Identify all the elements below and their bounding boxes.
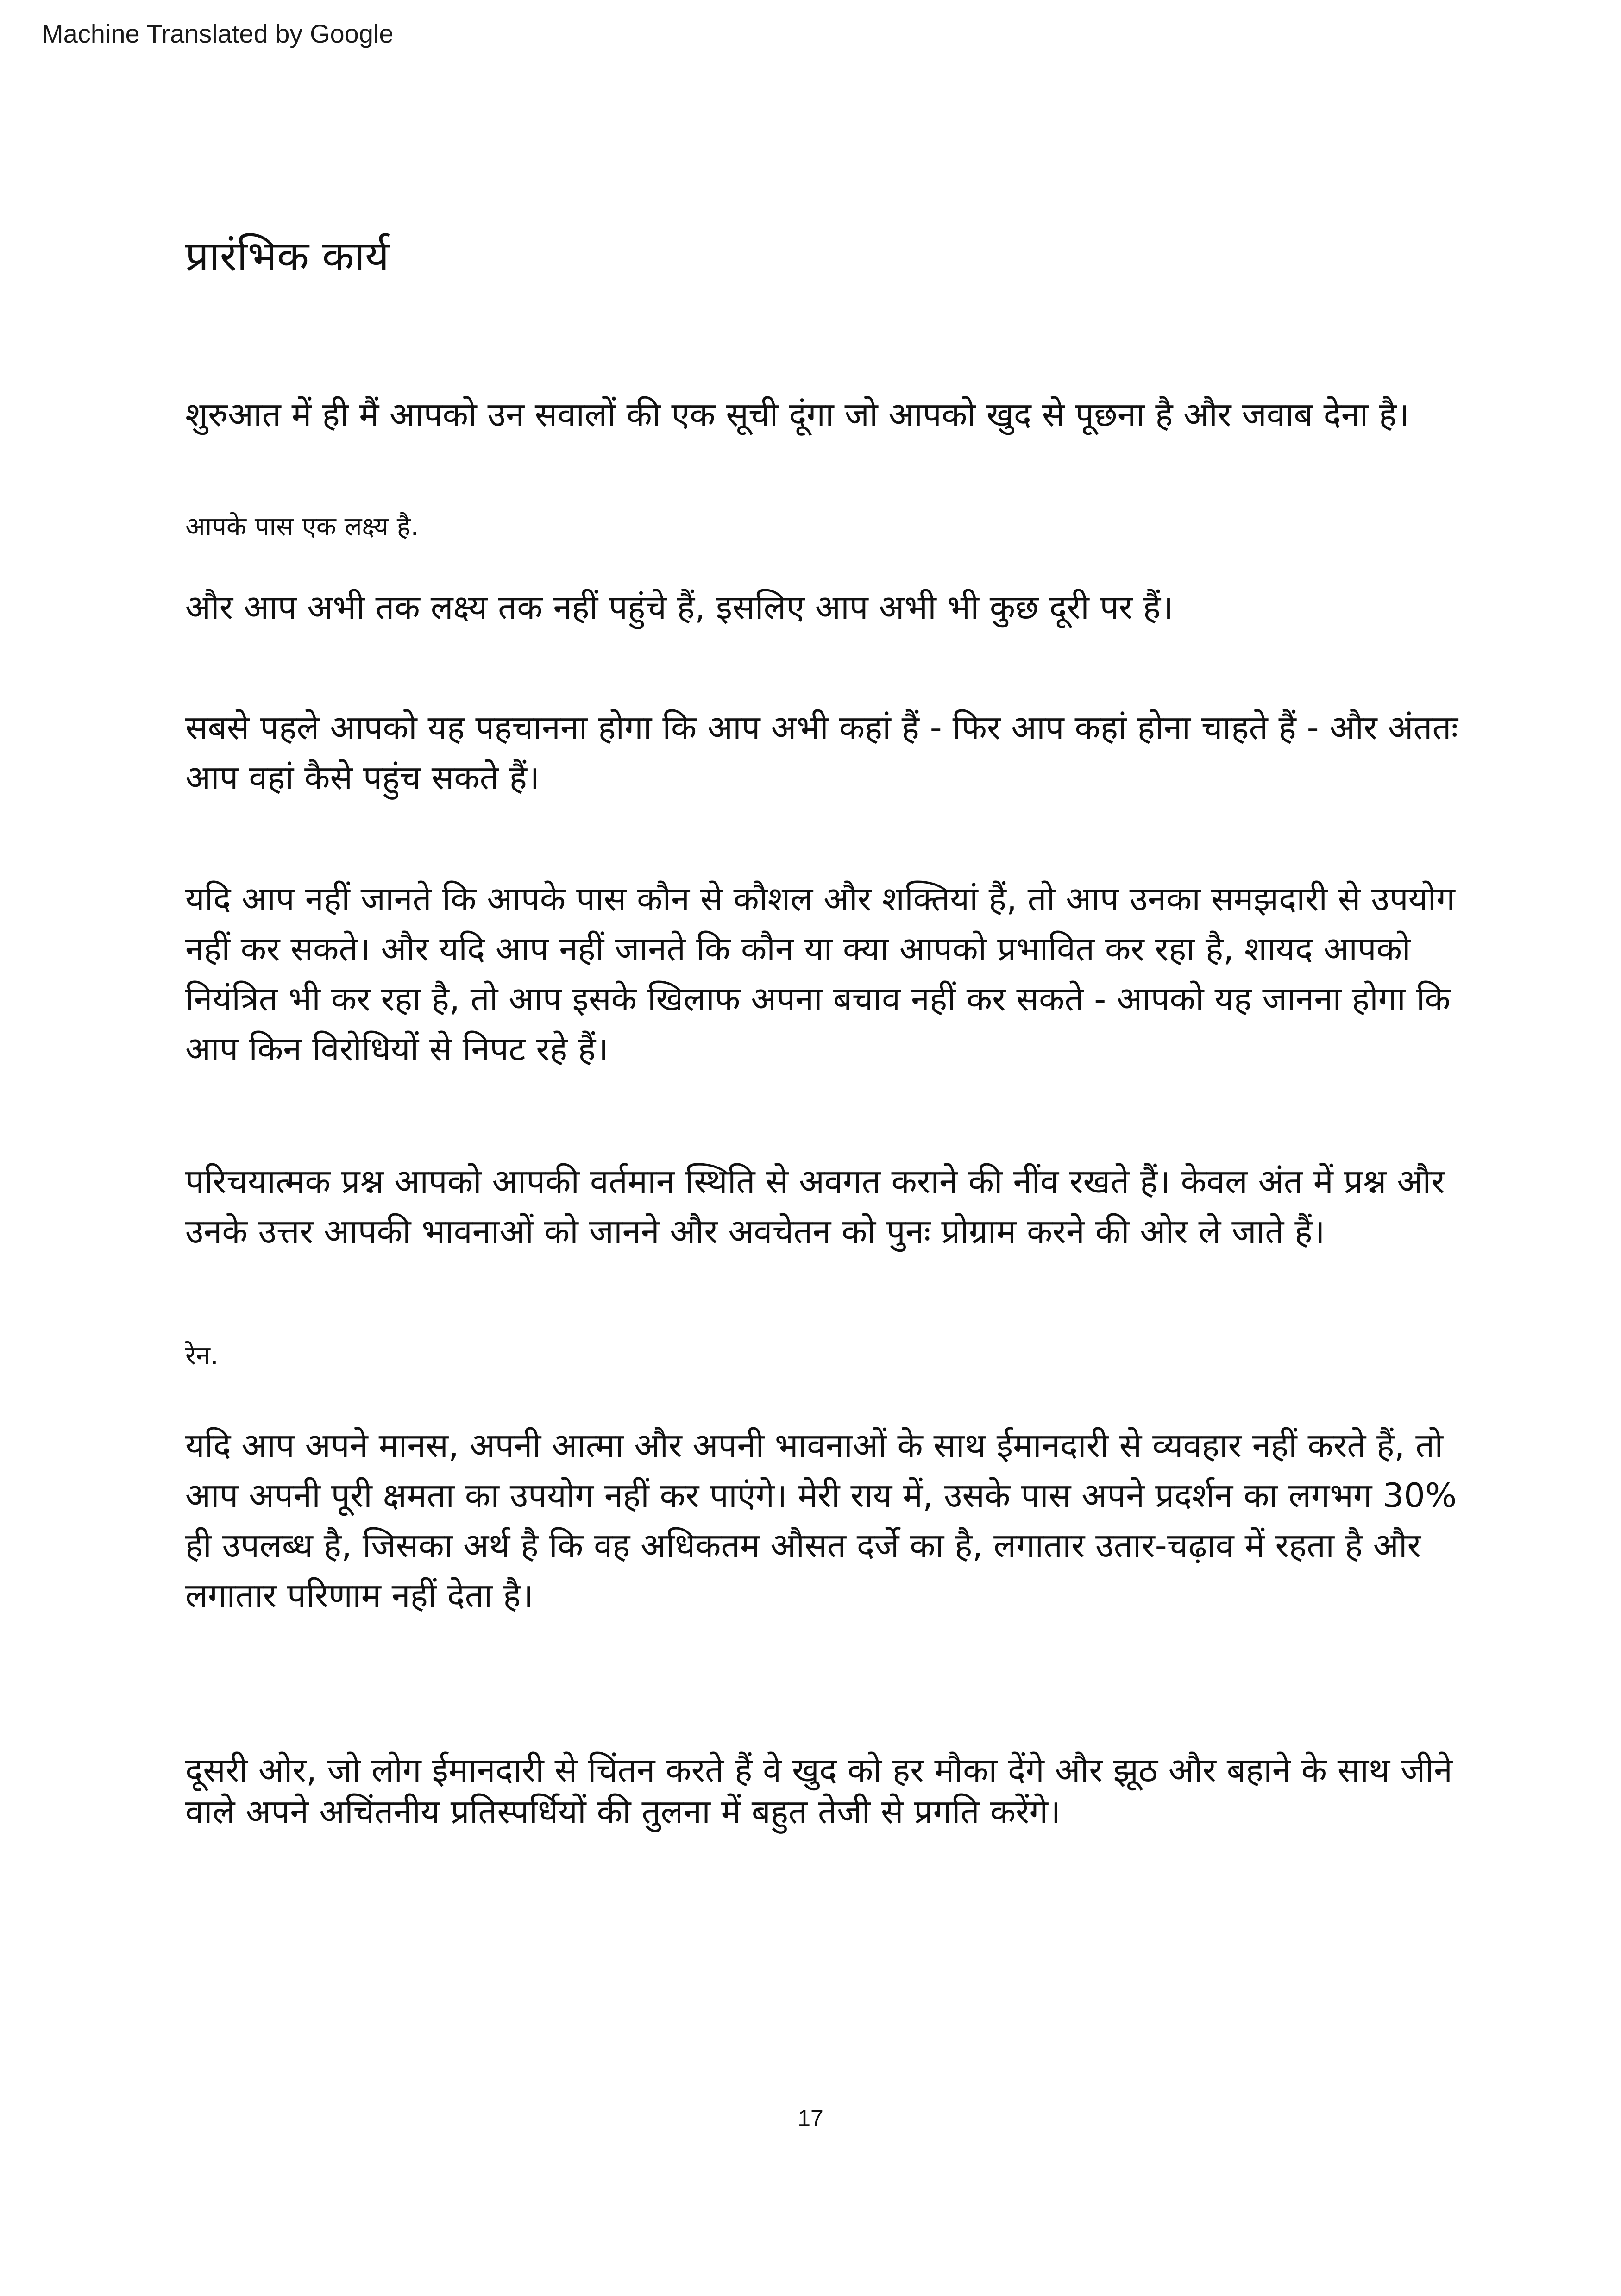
paragraph-where-you-are: सबसे पहले आपको यह पहचानना होगा कि आप अभी कहां हैं - फिर आप कहां होना चाहते हैं - और अंततः आप वहां कैसे पहुंच सकते हैं। xyxy=(185,708,1458,797)
paragraph-honesty: यदि आप अपने मानस, अपनी आत्मा और अपनी भावनाओं के साथ ईमानदारी से व्यवहार नहीं करते हैं, तो आप अपनी पूरी क्षमता का उपयोग नहीं कर पाएंगे। मेरी राय में, उसके पास अपने प्रदर्शन का लगभग 30% ही उपलब्ध है, जिसका अर्थ है कि वह अधिकतम औसत दर्जे का है, लगातार उतार-चढ़ाव में रहता है और लगातार परिणाम नहीं देता है। xyxy=(185,1426,1457,1615)
machine-translated-label: Machine Translated by Google xyxy=(42,19,394,48)
paragraph-skills: यदि आप नहीं जानते कि आपके पास कौन से कौशल और शक्तियां हैं, तो आप उनका समझदारी से उपयोग नहीं कर सकते। और यदि आप नहीं जानते कि कौन या क्या आपको प्रभावित कर रहा है, शायद आपको नियंत्रित भी कर रहा है, तो आप इसके खिलाफ अपना बचाव नहीं कर सकते - आपको यह जानना होगा कि आप किन विरोधियों से निपट रहे हैं। xyxy=(185,879,1455,1068)
paragraph-fragment: रेन. xyxy=(185,1341,219,1371)
paragraph-reflection: दूसरी ओर, जो लोग ईमानदारी से चिंतन करते हैं वे खुद को हर मौका देंगे और झूठ और बहाने के साथ जीने वाले अपने अचिंतनीय प्रतिस्पर्धियों की तुलना में बहुत तेजी से प्रगति करेंगे। xyxy=(185,1750,1453,1831)
page-number: 17 xyxy=(798,2105,823,2131)
page-heading: प्रारंभिक कार्य xyxy=(185,232,390,281)
paragraph-goal: आपके पास एक लक्ष्य है. xyxy=(185,512,419,542)
paragraph-introductory-questions: परिचयात्मक प्रश्न आपको आपकी वर्तमान स्थिति से अवगत कराने की नींव रखते हैं। केवल अंत में प्रश्न और उनके उत्तर आपकी भावनाओं को जानने और अवचेतन को पुनः प्रोग्राम करने की ओर ले जाते हैं। xyxy=(185,1162,1445,1251)
paragraph-intro: शुरुआत में ही मैं आपको उन सवालों की एक सूची दूंगा जो आपको खुद से पूछना है और जवाब देना है। xyxy=(185,395,1409,434)
paragraph-distance: और आप अभी तक लक्ष्य तक नहीं पहुंचे हैं, इसलिए आप अभी भी कुछ दूरी पर हैं। xyxy=(185,588,1174,627)
